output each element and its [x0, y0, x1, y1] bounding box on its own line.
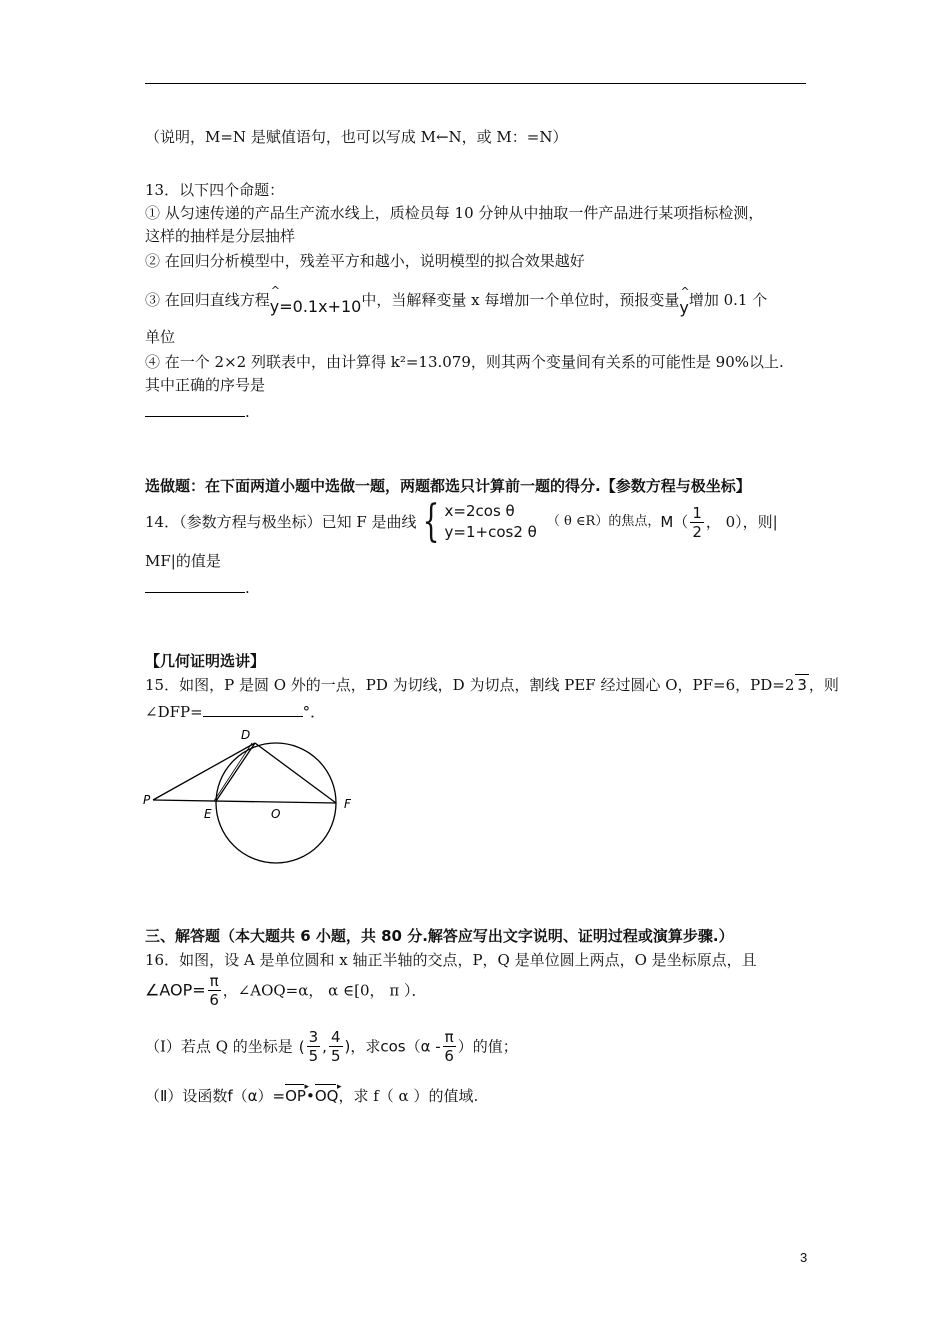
note-line: （说明，M=N 是赋值语句，也可以写成 M←N，或 M：=N）	[145, 128, 568, 146]
predicted-variable: ^ y	[679, 298, 688, 318]
q13-prop2: ② 在回归分析模型中，残差平方和越小，说明模型的拟合效果越好	[145, 252, 585, 270]
regression-equation: ^ y=0.1x+10	[270, 297, 362, 317]
aop-den: 6	[209, 991, 219, 1009]
q15-line1	[145, 674, 839, 695]
m-num: 1	[692, 503, 702, 522]
q15-line2-post: °．	[302, 703, 326, 721]
q-y-den: 5	[330, 1047, 341, 1065]
m-point-pre: M（	[660, 513, 689, 531]
secant-pef	[153, 800, 336, 803]
label-f: F	[344, 797, 351, 811]
label-p: P	[143, 793, 151, 807]
m-point-fraction	[690, 504, 704, 541]
geometry-header: 【几何证明选讲】	[145, 652, 266, 670]
part2-post: ，求 f（ α ）的值域.	[338, 1087, 479, 1105]
chord-df	[255, 743, 336, 803]
label-d: D	[241, 728, 251, 742]
paren-close: )	[344, 1037, 351, 1056]
q15-line1-pre: 15．如图，P 是圆 O 外的一点，PD 为切线，D 为切点，割线 PEF 经过圆心 O，PF=6，PD=2	[145, 676, 795, 694]
q14-line2: MF|的值是	[145, 552, 221, 570]
label-o: O	[271, 807, 281, 821]
q-x-fraction	[307, 1028, 321, 1065]
part2-pre: （Ⅱ）设函数f（α）=	[145, 1087, 286, 1105]
aop-num: π	[209, 972, 219, 990]
pi-sixth-fraction	[443, 1028, 456, 1065]
left-brace: {	[422, 496, 439, 547]
q13-prop3-pre: ③ 在回归直线方程	[145, 291, 270, 309]
q-x-den: 5	[308, 1047, 319, 1065]
q16-line2	[145, 972, 426, 1016]
tangent-pd	[153, 743, 255, 800]
page-number: 3	[800, 1250, 808, 1265]
header-rule	[145, 83, 806, 84]
q15-line2-pre: ∠DFP=	[145, 703, 203, 721]
q13-prop3-cont: 单位	[145, 328, 176, 346]
q-x-num: 3	[308, 1028, 319, 1046]
param-system	[445, 501, 537, 543]
vector-op: OP ▸	[285, 1086, 306, 1106]
q13-title: 13．以下四个命题：	[145, 181, 285, 199]
q16-part1	[145, 1028, 518, 1072]
q-y-fraction	[329, 1028, 343, 1065]
aop-post: ，∠AOQ=α， α ∈[0， π ）．	[222, 981, 427, 1000]
elective-header: 选做题：在下面两道小题中选做一题，两题都选只计算前一题的得分.【参数方程与极坐标】	[145, 477, 751, 495]
pi-num: π	[444, 1028, 454, 1046]
q13-answer	[145, 402, 250, 422]
dot-operator: •	[305, 1087, 315, 1105]
chord-de	[216, 743, 255, 801]
part1-post: ）的值；	[457, 1037, 518, 1056]
aop-pre: ∠AOP=	[145, 980, 206, 1000]
paren-open: (	[298, 1037, 305, 1056]
answer-blank	[145, 578, 245, 593]
q13-prop3-mid: 中，当解释变量 x 每增加一个单位时，预报变量	[361, 291, 680, 309]
aop-fraction	[208, 972, 221, 1009]
answer-blank	[145, 402, 245, 417]
q14-line1	[145, 496, 778, 550]
q15-line2	[145, 702, 325, 722]
part1-mid: ，求cos（α -	[350, 1037, 441, 1056]
q13-prop1: ① 从匀速传递的产品生产流水线上，质检员每 10 分钟从中抽取一件产品进行某项指标检测，	[145, 204, 764, 222]
q13-prop3-post: 增加 0.1 个	[688, 291, 768, 309]
q14-answer	[145, 578, 250, 598]
q14-end: .	[245, 579, 250, 597]
m-den: 2	[692, 522, 702, 541]
param-eq-x: x=2cos θ	[444, 502, 515, 520]
q16-part2	[145, 1086, 478, 1106]
sqrt-value: 3	[797, 676, 807, 694]
q13-prop3	[145, 290, 768, 317]
section3-header: 三、解答题（本大题共 6 小题，共 80 分.解答应写出文字说明、证明过程或演算步骤.）	[145, 927, 734, 945]
part1-pre: （Ⅰ）若点 Q 的坐标是	[145, 1037, 293, 1056]
answer-blank	[203, 702, 303, 717]
comma: ,	[322, 1037, 327, 1056]
q13-end: .	[245, 403, 250, 421]
q14-pre: 14．（参数方程与极坐标）已知 F 是曲线	[145, 513, 417, 531]
circle-tangent-figure	[140, 725, 360, 870]
vector-oq: OQ ▸	[315, 1086, 339, 1106]
pi-den: 6	[444, 1047, 454, 1065]
q13-prop4: ④ 在一个 2×2 列联表中，由计算得 k²=13.079，则其两个变量间有关系的可能性是 90%以上.	[145, 353, 784, 371]
chord-de-edge	[214, 743, 252, 801]
q13-prop1-cont: 这样的抽样是分层抽样	[145, 227, 296, 245]
label-e: E	[204, 807, 212, 821]
q-y-num: 4	[330, 1028, 341, 1046]
q14-cond: （ θ ∈R）的焦点，	[546, 514, 661, 529]
q16-line1: 16．如图，设 A 是单位圆和 x 轴正半轴的交点，P，Q 是单位圆上两点，O 是坐标原点，且	[145, 951, 757, 969]
param-eq-y: y=1+cos2 θ	[444, 523, 537, 541]
q13-ask: 其中正确的序号是	[145, 376, 266, 394]
q15-line1-post: ，则	[808, 676, 839, 694]
m-point-post: ， 0），则|	[705, 513, 778, 531]
